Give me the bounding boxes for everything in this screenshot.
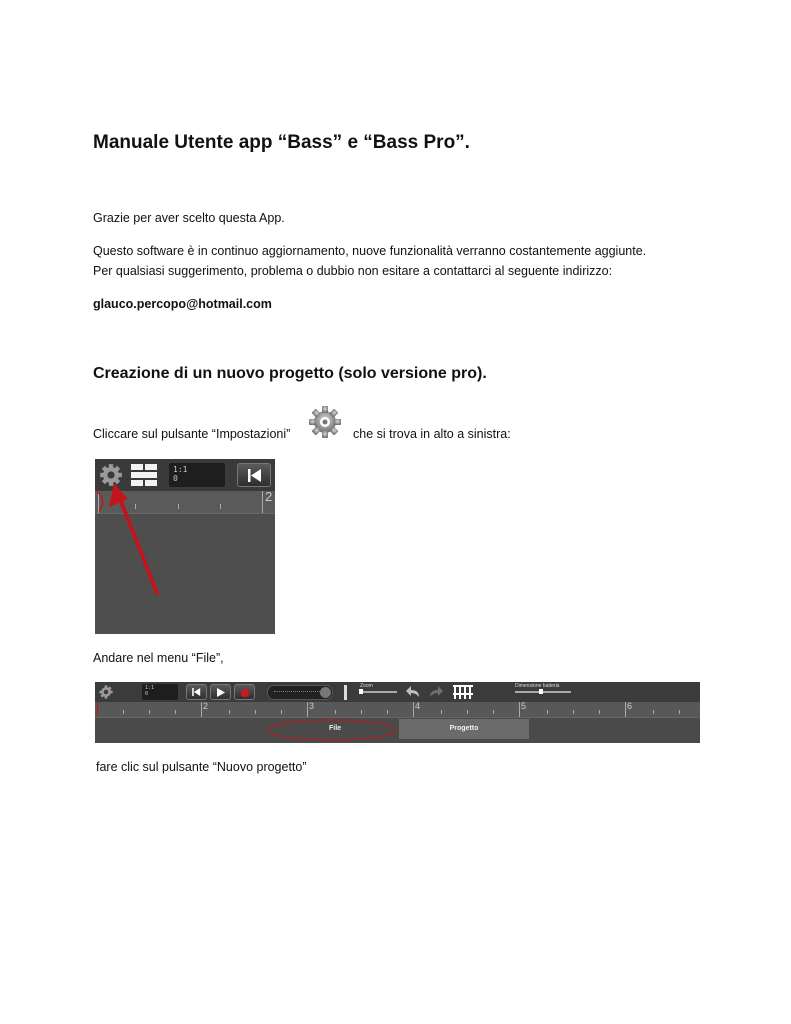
contact-email[interactable]: glauco.percopo@hotmail.com <box>93 297 272 311</box>
step1-text: Cliccare sul pulsante “Impostazioni” <box>93 427 291 441</box>
ruler-number-2: 2 <box>203 701 209 711</box>
counter-line-1: 1:1 <box>173 465 188 474</box>
tab-progetto[interactable]: Progetto <box>399 719 529 739</box>
gear-icon <box>307 404 343 440</box>
step1-text-after: che si trova in alto a sinistra: <box>353 427 511 441</box>
intro-thanks: Grazie per aver scelto questa App. <box>93 211 285 225</box>
ruler-number: 2 <box>265 489 273 504</box>
ruler-number-6: 6 <box>627 701 633 711</box>
intro-line-1: Questo software è in continuo aggiornamento, nuove funzionalità verranno costantemente aggiunte. <box>93 244 647 258</box>
ruler-number-5: 5 <box>521 701 527 711</box>
counter-line-2: 0 <box>145 691 149 697</box>
position-counter <box>142 684 178 700</box>
grid-icon[interactable] <box>453 685 473 699</box>
counter-line-2: 0 <box>173 474 178 483</box>
play-button[interactable] <box>210 684 231 700</box>
record-button[interactable] <box>234 684 255 700</box>
step3-text: fare clic sul pulsante “Nuovo progetto” <box>96 760 307 774</box>
step2-text: Andare nel menu “File”, <box>93 651 224 665</box>
skip-back-icon <box>192 688 201 696</box>
screenshot-file-menu <box>95 682 700 743</box>
ruler-number-4: 4 <box>415 701 421 711</box>
drum-size-label: Dimensione batteria <box>515 683 560 689</box>
undo-icon[interactable] <box>406 685 421 699</box>
menu-tabs <box>95 718 700 743</box>
level-meter <box>267 685 333 700</box>
screenshot-settings-location <box>95 459 275 634</box>
tab-file[interactable]: File <box>328 725 342 732</box>
annotation-highlight <box>265 718 401 742</box>
zoom-label: Zoom <box>360 683 373 689</box>
rewind-button[interactable] <box>186 684 207 700</box>
counter-line-1: 1:1 <box>145 685 155 691</box>
record-icon <box>241 689 249 697</box>
timeline-ruler[interactable] <box>95 702 700 718</box>
drum-size-slider[interactable] <box>515 691 571 693</box>
gear-icon[interactable] <box>98 684 114 700</box>
ruler-number-3: 3 <box>309 701 315 711</box>
section-title: Creazione di un nuovo progetto (solo versione pro). <box>93 365 487 382</box>
zoom-slider[interactable] <box>359 691 397 693</box>
document-title: Manuale Utente app “Bass” e “Bass Pro”. <box>93 132 470 153</box>
play-icon <box>217 688 225 697</box>
intro-line-2: Per qualsiasi suggerimento, problema o dubbio non esitare a contattarci al seguente indirizzo: <box>93 264 613 278</box>
volume-slider[interactable] <box>344 685 347 700</box>
redo-icon[interactable] <box>428 685 443 699</box>
annotation-arrow <box>95 459 275 634</box>
